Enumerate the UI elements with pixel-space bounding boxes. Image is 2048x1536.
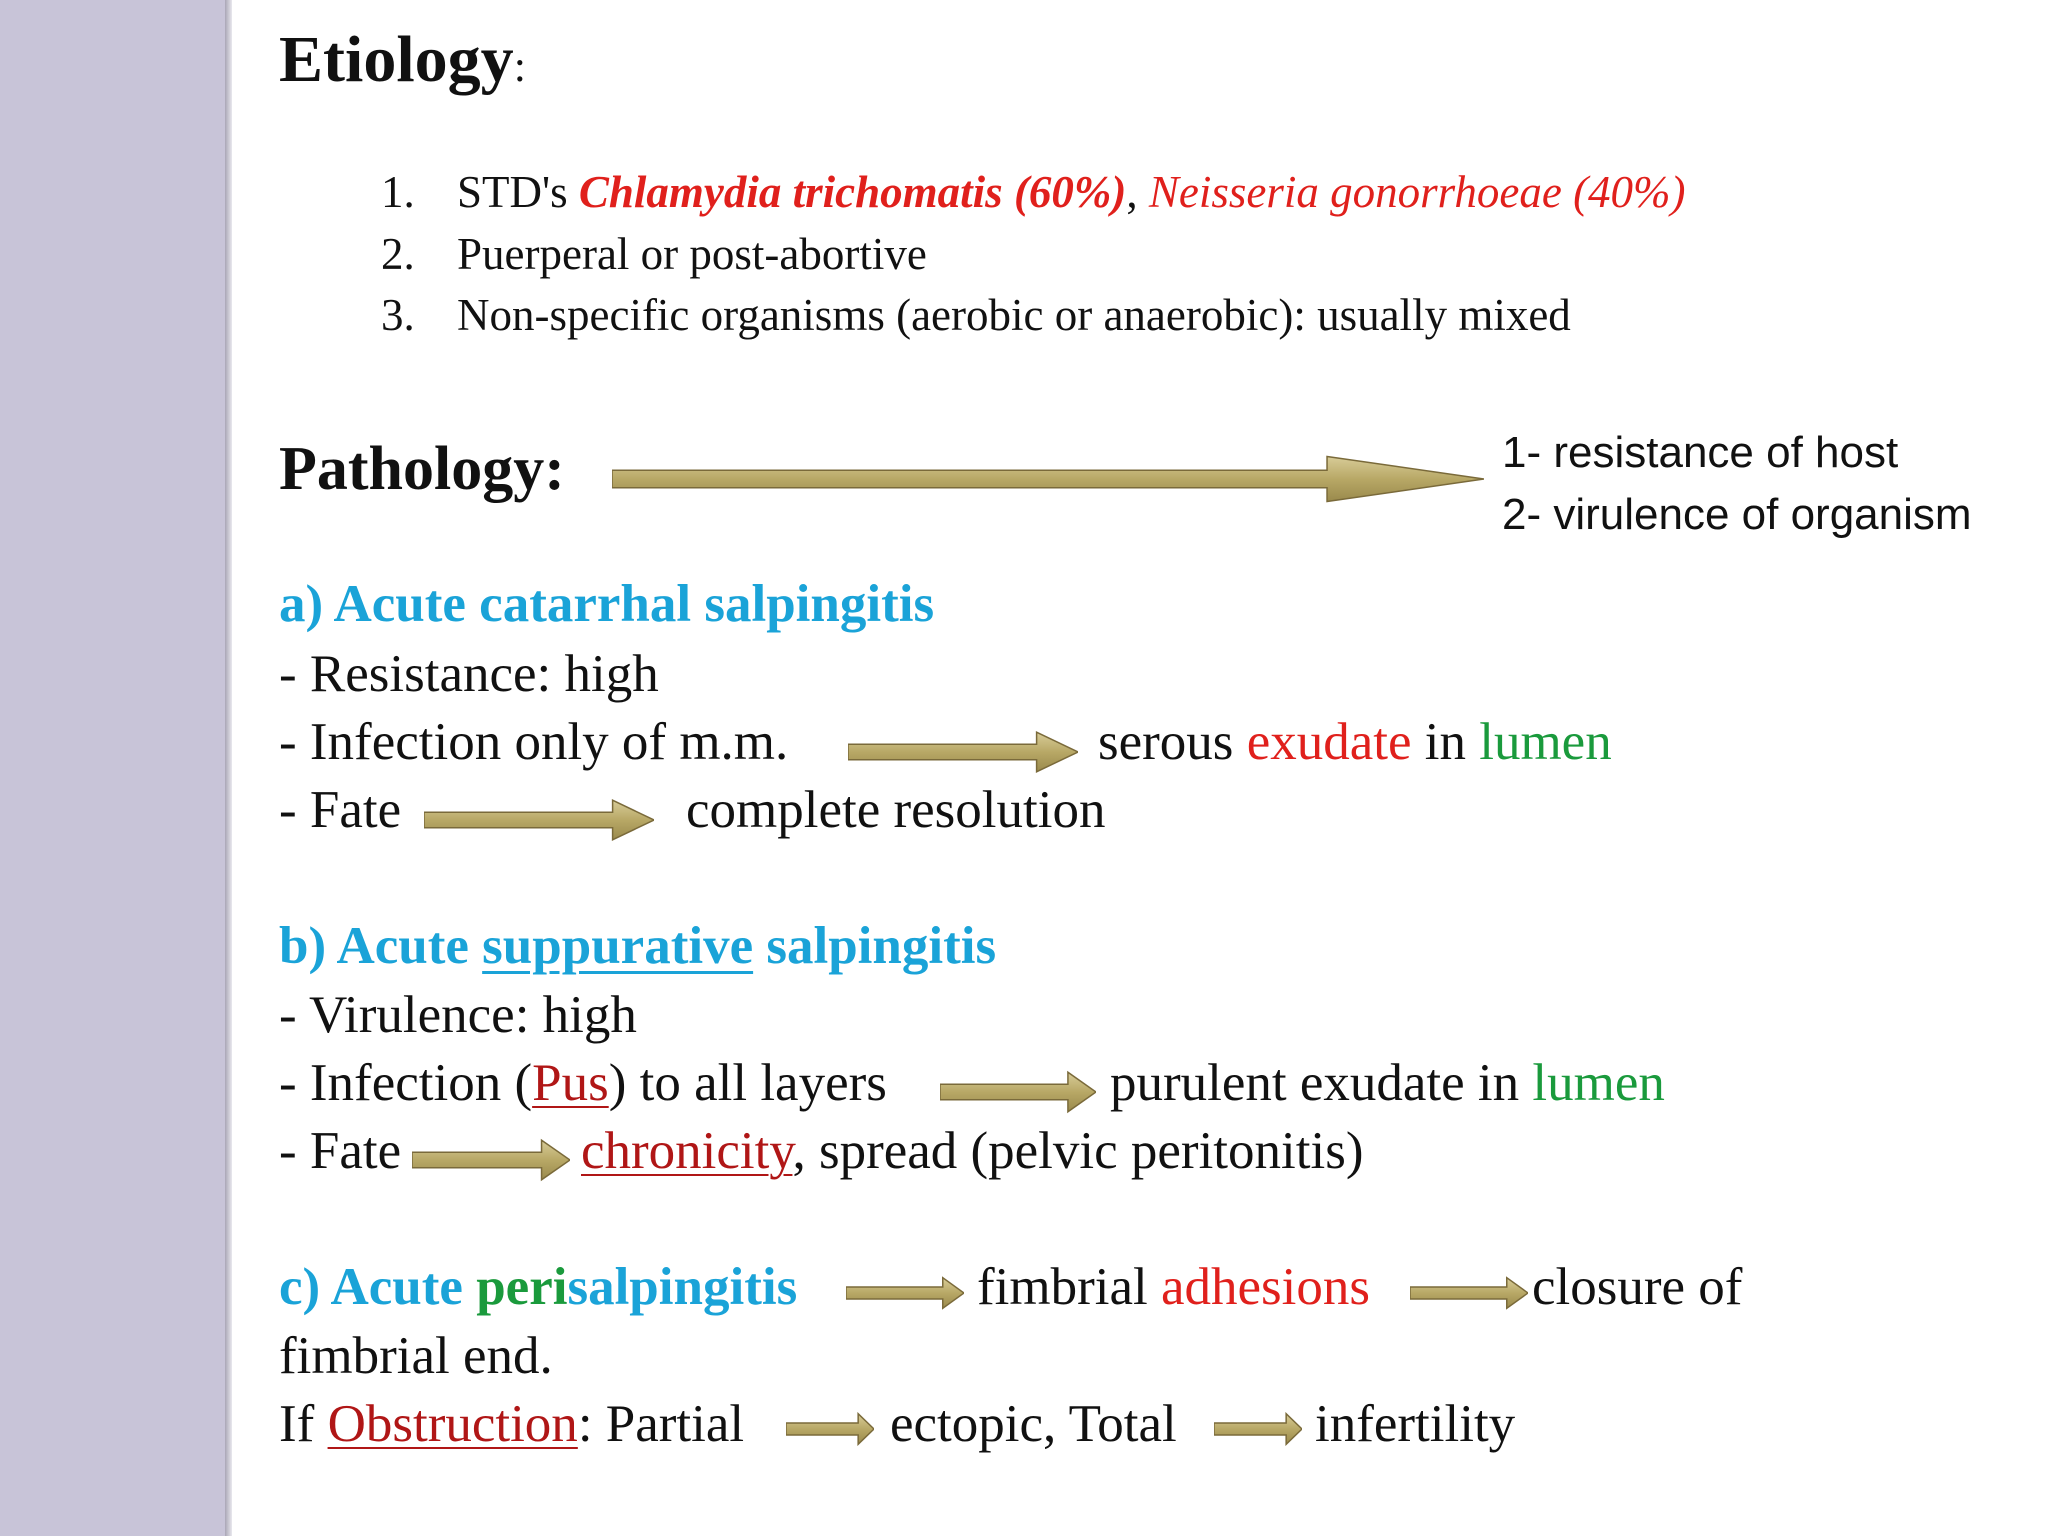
arrow-icon: [1214, 1412, 1302, 1446]
etiology-heading: [279, 22, 526, 98]
arrow-icon: [940, 1070, 1096, 1114]
section-c-step1: [977, 1257, 1370, 1317]
pathology-long-arrow-icon: [612, 454, 1484, 504]
result-text: in: [1411, 713, 1480, 771]
result-text: serous: [1098, 713, 1247, 771]
section-a-infection: - Infection only of m.m.: [279, 713, 789, 771]
section-c-step2: closure of: [1532, 1258, 1743, 1316]
title-text: b) Acute: [279, 917, 483, 975]
fate-text: , spread (pelvic peritonitis): [792, 1122, 1364, 1180]
section-a-resistance: - Resistance: high: [279, 645, 659, 703]
pathology-factor-1: 1- resistance of host: [1502, 428, 1899, 477]
std-prefix: STD's: [457, 167, 579, 217]
neisseria-text: Neisseria gonorrhoeae (40%): [1148, 167, 1686, 217]
list-number: 1.: [381, 167, 415, 217]
section-c-title: [279, 1257, 797, 1317]
lumen-word: lumen: [1532, 1054, 1665, 1112]
lumen-word: lumen: [1479, 713, 1612, 771]
section-b-title: [279, 916, 996, 976]
arrow-icon: [424, 798, 654, 842]
title-text: c) Acute: [279, 1258, 477, 1316]
etiology-colon: :: [513, 42, 526, 91]
pathology-heading: Pathology:: [279, 435, 565, 503]
infection-text: ) to all layers: [608, 1054, 887, 1112]
comma-separator: ,: [1126, 167, 1149, 217]
sidebar-shadow-edge: [225, 0, 232, 1536]
line-text: If: [279, 1395, 328, 1453]
infection-text: - Infection (: [279, 1054, 533, 1112]
chlamydia-text: Chlamydia trichomatis (60%): [578, 167, 1127, 217]
etiology-title: Etiology: [279, 23, 514, 96]
section-b-result: [1110, 1053, 1665, 1113]
pathology-factor-2: 2- virulence of organism: [1502, 490, 1972, 539]
etiology-item-1: [381, 166, 1686, 218]
exudate-word: exudate: [1246, 713, 1412, 771]
adhesions-word: adhesions: [1160, 1258, 1371, 1316]
list-number: 3.: [381, 290, 415, 340]
chronicity-word: chronicity: [581, 1122, 793, 1180]
section-a-fate-result: complete resolution: [686, 781, 1106, 839]
arrow-icon: [848, 730, 1078, 774]
section-b-fate: - Fate: [279, 1122, 402, 1180]
list-item-text: Puerperal or post-abortive: [457, 229, 927, 279]
section-c-infertility: infertility: [1315, 1395, 1516, 1453]
arrow-icon: [846, 1276, 964, 1310]
section-a-title: a) Acute catarrhal salpingitis: [279, 575, 935, 633]
section-b-infection: [279, 1053, 887, 1113]
section-b-virulence: - Virulence: high: [279, 986, 637, 1044]
arrow-icon: [1410, 1276, 1528, 1310]
etiology-item-3: [381, 289, 1571, 341]
title-text: salpingitis: [567, 1258, 798, 1316]
section-c-ectopic: ectopic, Total: [890, 1395, 1177, 1453]
section-c-line2: fimbrial end.: [279, 1327, 553, 1385]
left-sidebar-band: [0, 0, 225, 1536]
section-a-result: [1098, 712, 1612, 772]
list-item-text: Non-specific organisms (aerobic or anaerobic): usually mixed: [457, 290, 1571, 340]
obstruction-word: Obstruction: [327, 1395, 578, 1453]
section-c-line3: [279, 1394, 744, 1454]
suppurative-word: suppurative: [482, 917, 754, 975]
etiology-item-2: [381, 228, 927, 280]
arrow-icon: [786, 1412, 874, 1446]
section-a-fate: - Fate: [279, 781, 402, 839]
peri-prefix: peri: [476, 1258, 568, 1316]
arrow-icon: [412, 1138, 570, 1182]
list-number: 2.: [381, 229, 415, 279]
pus-word: Pus: [532, 1054, 609, 1112]
line-text: : Partial: [577, 1395, 745, 1453]
result-text: purulent exudate in: [1110, 1054, 1533, 1112]
step-text: fimbrial: [977, 1258, 1161, 1316]
title-text: salpingitis: [753, 917, 997, 975]
section-b-fate-result: [581, 1121, 1363, 1181]
